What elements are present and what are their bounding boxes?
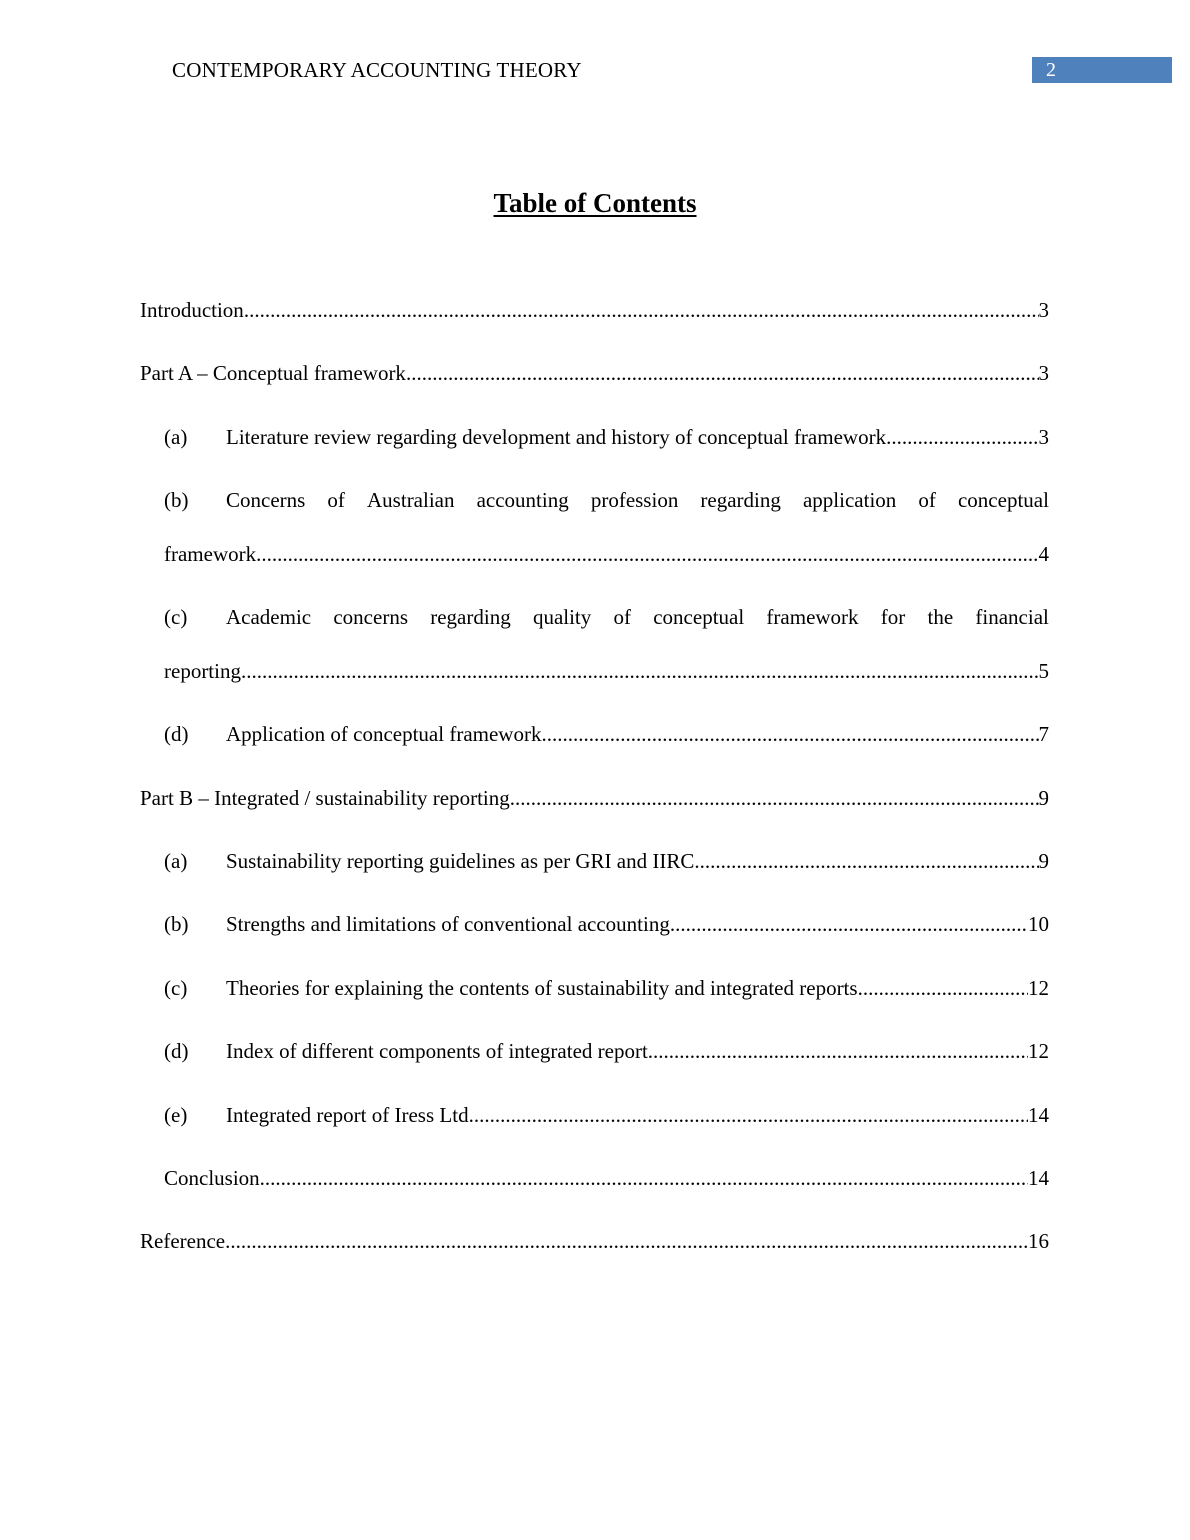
- toc-entry-part-a[interactable]: [140, 359, 1049, 387]
- toc-entry-part-a-d[interactable]: [164, 720, 1049, 748]
- toc-entry-number: (b): [164, 912, 189, 936]
- toc-dot-leader: [406, 359, 1039, 387]
- toc-entry-page: 7: [1038, 722, 1049, 746]
- toc-entry-text: reporting: [164, 659, 241, 683]
- toc-dot-leader: [886, 423, 1038, 451]
- toc-entry-part-a-c[interactable]: [164, 603, 1049, 631]
- toc-entry-text: Conclusion: [164, 1166, 260, 1190]
- toc-entry-number: (a): [164, 425, 188, 449]
- toc-entry-conclusion[interactable]: [164, 1164, 1049, 1192]
- page-number: 2: [1046, 59, 1056, 81]
- toc-entry-number: (e): [164, 1103, 188, 1127]
- toc-entry-text: Integrated report of Iress Ltd: [226, 1103, 469, 1127]
- toc-entry-text: Theories for explaining the contents of sustainability and integrated reports: [226, 976, 858, 1000]
- toc-entry-number: (d): [164, 1039, 189, 1063]
- toc-entry-text: Application of conceptual framework: [226, 722, 542, 746]
- toc-entry-page: 3: [1038, 425, 1049, 449]
- toc-entry-page: 3: [1038, 298, 1049, 322]
- toc-entry-part-b-d[interactable]: [164, 1037, 1049, 1065]
- toc-title: Table of Contents: [493, 188, 697, 218]
- toc-entry-introduction[interactable]: [140, 296, 1049, 324]
- toc-entry-part-b-c[interactable]: [164, 974, 1049, 1002]
- toc-dot-leader: [670, 910, 1028, 938]
- toc-dot-leader: [244, 296, 1039, 324]
- toc-entry-text: Concerns of Australian accounting profession regarding application of conceptual: [226, 488, 1049, 512]
- toc-entry-text: Introduction: [140, 298, 244, 322]
- toc-dot-leader: [694, 847, 1038, 875]
- toc-dot-leader: [858, 974, 1028, 1002]
- toc-entry-page: 5: [1038, 659, 1049, 683]
- toc-entry-text: Index of different components of integrated report: [226, 1039, 648, 1063]
- toc-entry-part-a-c-continuation[interactable]: [164, 657, 1049, 685]
- toc-entry-page: 10: [1028, 912, 1049, 936]
- toc-entry-number: (c): [164, 605, 188, 629]
- toc-entry-text: framework: [164, 542, 257, 566]
- toc-entry-page: 16: [1028, 1229, 1049, 1253]
- toc-dot-leader: [260, 1164, 1028, 1192]
- toc-entry-number: (b): [164, 488, 189, 512]
- page-number-badge: [1032, 57, 1172, 83]
- toc-entry-part-a-b[interactable]: [164, 486, 1049, 514]
- toc-entry-page: 4: [1038, 542, 1049, 566]
- toc-entry-page: 9: [1038, 786, 1049, 810]
- toc-entry-number: (c): [164, 976, 188, 1000]
- toc-entry-text: Literature review regarding development and history of conceptual framework: [226, 425, 887, 449]
- toc-entry-number: (d): [164, 722, 189, 746]
- toc-dot-leader: [469, 1101, 1028, 1129]
- toc-entry-part-a-a[interactable]: [164, 423, 1049, 451]
- toc-entry-text: Part B – Integrated / sustainability reporting: [140, 786, 510, 810]
- toc-entry-part-b-e[interactable]: [164, 1101, 1049, 1129]
- toc-entry-page: 12: [1028, 1039, 1049, 1063]
- toc-entry-part-b[interactable]: [140, 784, 1049, 812]
- toc-entry-page: 12: [1028, 976, 1049, 1000]
- toc-dot-leader: [648, 1037, 1028, 1065]
- toc-entry-part-b-b[interactable]: [164, 910, 1049, 938]
- toc-entry-page: 14: [1028, 1166, 1049, 1190]
- toc-dot-leader: [241, 657, 1039, 685]
- toc-entry-text: Reference: [140, 1229, 226, 1253]
- toc-entry-part-a-b-continuation[interactable]: [164, 540, 1049, 568]
- toc-entry-text: Part A – Conceptual framework: [140, 361, 406, 385]
- toc-entry-reference[interactable]: [140, 1227, 1049, 1255]
- toc-entry-page: 14: [1028, 1103, 1049, 1127]
- toc-entry-page: 3: [1038, 361, 1049, 385]
- toc-dot-leader: [541, 720, 1038, 748]
- toc-entry-text: Sustainability reporting guidelines as per GRI and IIRC: [226, 849, 695, 873]
- toc-dot-leader: [256, 540, 1038, 568]
- toc-entry-text: Strengths and limitations of conventional accounting: [226, 912, 670, 936]
- toc-entry-page: 9: [1038, 849, 1049, 873]
- toc-entry-text: Academic concerns regarding quality of conceptual framework for the financial: [226, 605, 1049, 629]
- toc-dot-leader: [225, 1227, 1028, 1255]
- toc-dot-leader: [510, 784, 1039, 812]
- toc-entry-number: (a): [164, 849, 188, 873]
- running-header-title: CONTEMPORARY ACCOUNTING THEORY: [172, 58, 582, 82]
- toc-entry-part-b-a[interactable]: [164, 847, 1049, 875]
